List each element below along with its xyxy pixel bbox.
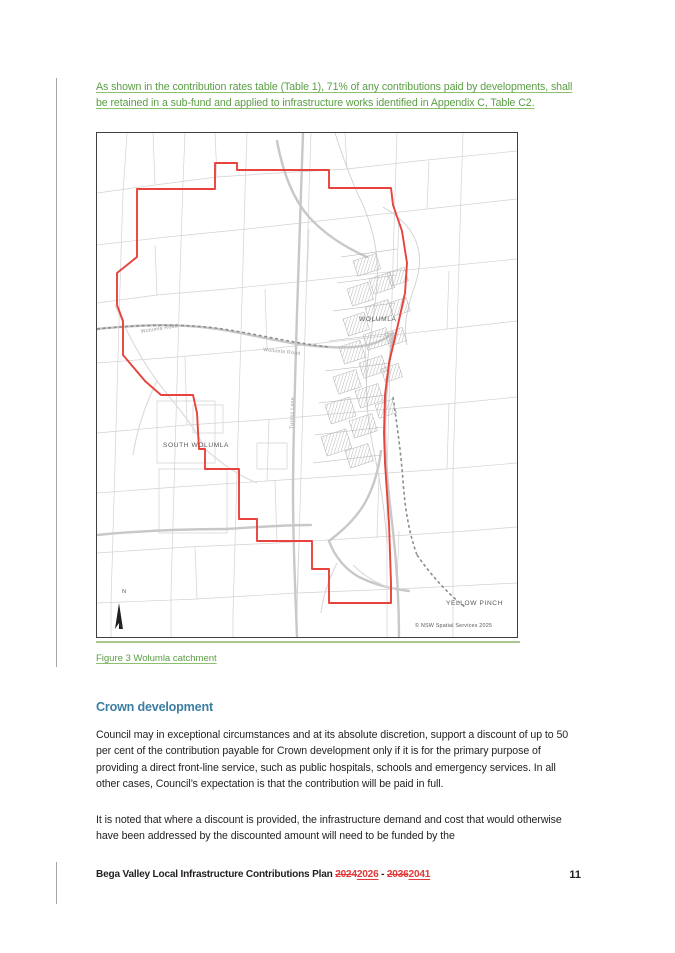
map-road-label-2: Wolumla Road — [262, 347, 301, 357]
roads-major — [97, 133, 409, 637]
catchment-boundary — [117, 163, 407, 603]
wolumla-catchment-map — [96, 132, 518, 638]
footer-year-from-deleted: 2024 — [335, 869, 357, 880]
footer-year-to-inserted: 2041 — [408, 869, 431, 880]
intro-paragraph: As shown in the contribution rates table (Table 1), 71% of any contributions paid by developments, shall be retained in a sub-fund and applied to infrastructure works identified in Appendix C, Table C2. — [96, 81, 573, 110]
north-arrow-icon — [115, 589, 127, 629]
figure-insert-underline — [96, 641, 520, 643]
map-label-south-wolumla: SOUTH WOLUMLA — [163, 442, 230, 449]
paragraph-crown-discount: Council may in exceptional circumstances and at its absolute discretion, support a discount of up to 50 per cent of the contribution payable for Crown development only if it is for the primary purpose of providing a direct front-line service, such as public hospitals, schools and emergency services. In all other cases, Council’s expectation is that the contribution will be paid in full. — [96, 729, 569, 791]
page-footer — [96, 869, 580, 880]
footer-year-from-inserted: 2026 — [356, 869, 379, 880]
section-heading-crown-development: Crown development — [96, 700, 213, 714]
footer-year-separator: - — [378, 869, 387, 880]
svg-text:N: N — [122, 589, 127, 595]
footer-title: Bega Valley Local Infrastructure Contributions Plan — [96, 869, 333, 880]
figure-caption: Figure 3 Wolumla catchment — [96, 653, 217, 664]
roads-unsealed — [97, 325, 465, 607]
village-blocks — [313, 249, 410, 468]
paragraph-discount-note: It is noted that where a discount is provided, the infrastructure demand and cost that would otherwise have been addressed by the discounted amount will need to be funded by the — [96, 814, 562, 843]
map-road-label-3: Tuross Lane — [289, 396, 297, 430]
change-bar-body — [56, 78, 57, 667]
map-label-wolumla: WOLUMLA — [359, 316, 397, 323]
page-number: 11 — [569, 869, 581, 881]
map-attribution: © NSW Spatial Services 2025 — [415, 623, 493, 629]
map-label-yellow-pinch: YELLOW PINCH — [446, 600, 504, 607]
change-bar-footer — [56, 862, 57, 904]
footer-year-to-deleted: 2036 — [386, 869, 409, 880]
map-road-label-1: Wolumla Road — [140, 323, 179, 335]
